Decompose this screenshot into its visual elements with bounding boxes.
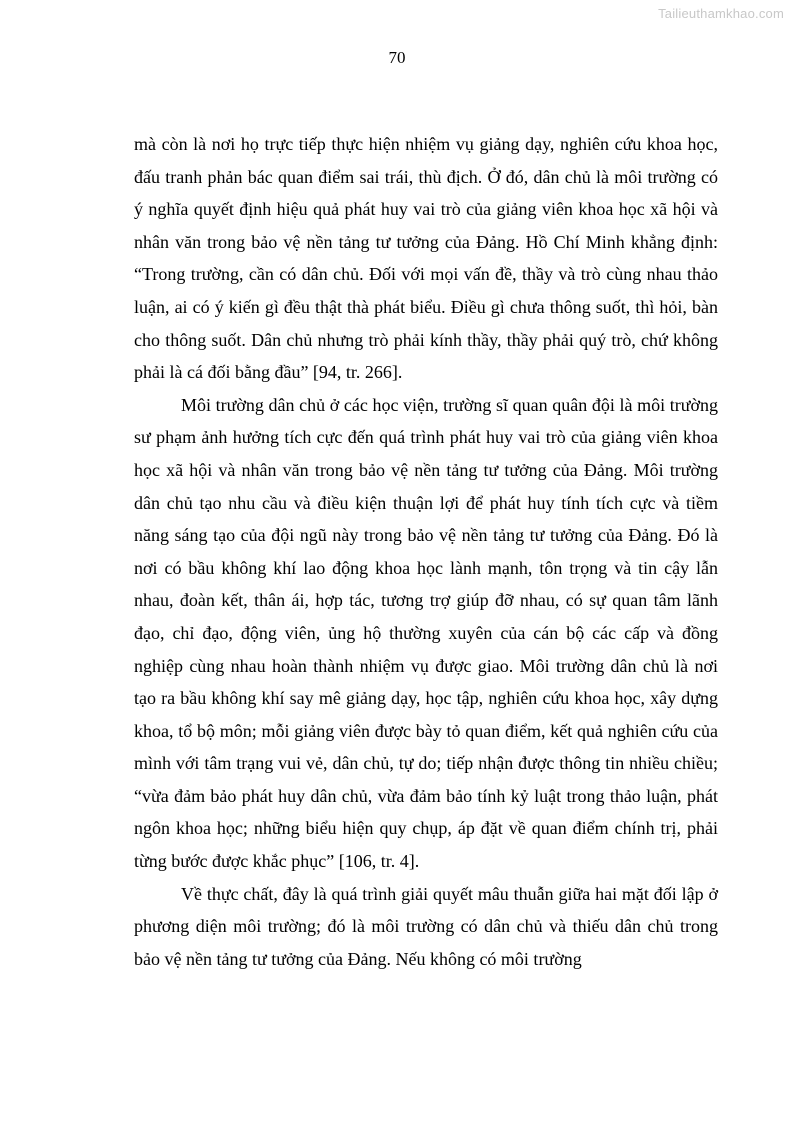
page-number: 70 — [388, 48, 406, 67]
paragraph: Về thực chất, đây là quá trình giải quyết mâu thuẫn giữa hai mặt đối lập ở phương diện môi trường; đó là môi trường có dân chủ và thiếu dân chủ trong bảo vệ nền tảng tư tưởng của Đảng. Nếu không có môi trường — [134, 883, 718, 969]
paragraph: Môi trường dân chủ ở các học viện, trường sĩ quan quân đội là môi trường sư phạm ảnh hưởng tích cực đến quá trình phát huy vai trò của giảng viên khoa học xã hội và nhân văn trong bảo vệ nền tảng tư tưởng của Đảng. Môi trường dân chủ tạo nhu cầu và điều kiện thuận lợi để phát huy tính tích cực và tiềm năng sáng tạo của đội ngũ này trong bảo vệ nền tảng tư tưởng của Đảng. Đó là nơi có bầu không khí lao động khoa học lành mạnh, tôn trọng và tin cậy lẫn nhau, đoàn kết, thân ái, hợp tác, tương trợ giúp đỡ nhau, có sự quan tâm lãnh đạo, chỉ đạo, động viên, ủng hộ thường xuyên của cán bộ các cấp và đồng nghiệp cùng nhau hoàn thành nhiệm vụ được giao. Môi trường dân chủ là nơi tạo ra bầu không khí say mê giảng dạy, học tập, nghiên cứu khoa học, xây dựng khoa, tổ bộ môn; mỗi giảng viên được bày tỏ quan điểm, kết quả nghiên cứu của mình với tâm trạng vui vẻ, dân chủ, tự do; tiếp nhận được thông tin nhiều chiều; “vừa đảm bảo phát huy dân chủ, vừa đảm bảo tính kỷ luật trong thảo luận, phát ngôn khoa học; những biểu hiện quy chụp, áp đặt về quan điểm chính trị, phải từng bước được khắc phục” [106, tr. 4]. — [134, 394, 718, 872]
watermark: Tailieuthamkhao.com — [658, 6, 784, 21]
document-body — [134, 128, 718, 975]
paragraph-continued: mà còn là nơi họ trực tiếp thực hiện nhiệm vụ giảng dạy, nghiên cứu khoa học, đấu tranh phản bác quan điểm sai trái, thù địch. Ở đó, dân chủ là môi trường có ý nghĩa quyết định hiệu quả phát huy vai trò của giảng viên khoa học xã hội và nhân văn trong bảo vệ nền tảng tư tưởng của Đảng. Hồ Chí Minh khẳng định: “Trong trường, cần có dân chủ. Đối với mọi vấn đề, thầy và trò cùng nhau thảo luận, ai có ý kiến gì đều thật thà phát biểu. Điều gì chưa thông suốt, thì hỏi, bàn cho thông suốt. Dân chủ nhưng trò phải kính thầy, thầy phải quý trò, chứ không phải là cá đối bằng đầu” [94, tr. 266]. — [134, 134, 718, 383]
